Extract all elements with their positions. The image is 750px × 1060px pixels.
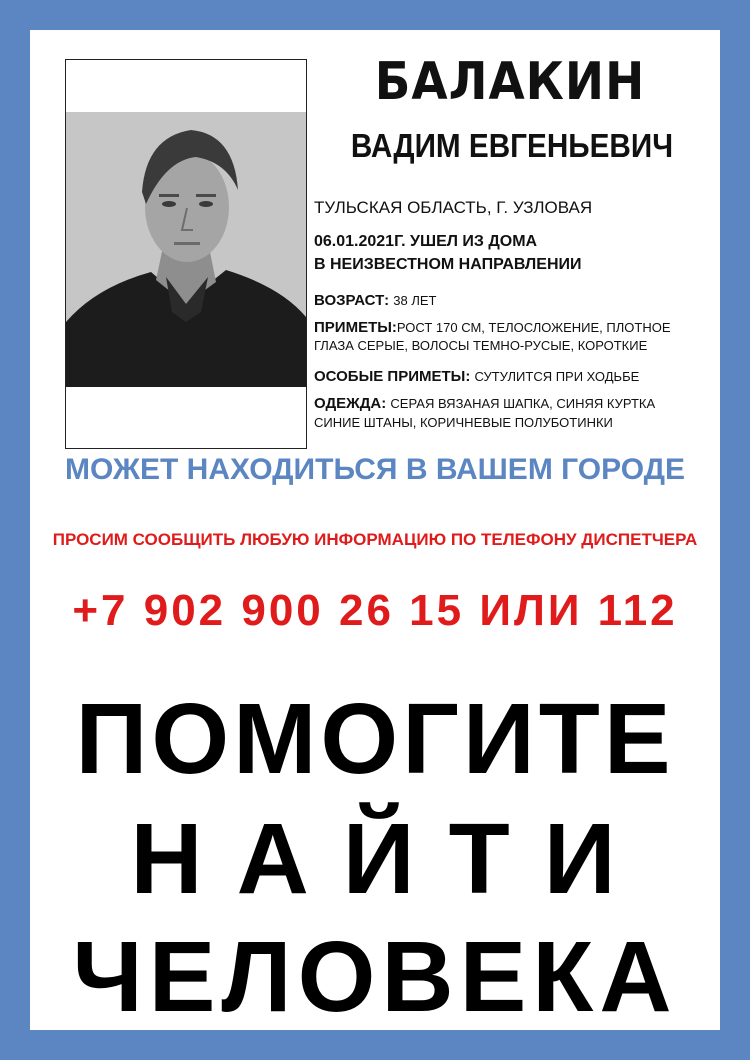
special-signs-label: ОСОБЫЕ ПРИМЕТЫ: [314,368,471,385]
region-text: ТУЛЬСКАЯ ОБЛАСТЬ, Г. УЗЛОВАЯ [314,198,593,217]
clothes-row [314,394,709,432]
clothes-label: ОДЕЖДА: [314,395,387,412]
may-be-in-city-banner: МОЖЕТ НАХОДИТЬСЯ В ВАШЕМ ГОРОДЕ [64,453,686,486]
disappearance-line-1: 06.01.2021Г. УШЕЛ ИЗ ДОМА [314,233,538,250]
missing-person-poster [30,30,720,1033]
age-label: ВОЗРАСТ: [314,292,390,309]
special-signs-row [314,368,709,385]
clothes-line-1: СЕРАЯ ВЯЗАНАЯ ШАПКА, СИНЯЯ КУРТКА [390,396,656,411]
disappearance-info [314,230,709,276]
signs-line-1: РОСТ 170 СМ, ТЕЛОСЛОЖЕНИЕ, ПЛОТНОЕ [396,320,671,335]
contact-phone: +7 902 900 26 15 ИЛИ 112 [72,586,678,635]
clothes-line-2: СИНИЕ ШТАНЫ, КОРИЧНЕВЫЕ ПОЛУБОТИНКИ [314,415,613,430]
headline-person: ЧЕЛОВЕКА [72,921,678,1033]
age-value: 38 ЛЕТ [393,293,437,308]
signs-row [314,319,709,355]
info-request-text: ПРОСИМ СООБЩИТЬ ЛЮБУЮ ИНФОРМАЦИЮ ПО ТЕЛЕФОНУ ДИСПЕТЧЕРА [52,530,698,549]
age-row [314,292,709,309]
photo-frame [65,59,307,449]
signs-line-2: ГЛАЗА СЕРЫЕ, ВОЛОСЫ ТЕМНО-РУСЫЕ, КОРОТКИЕ [314,338,648,353]
headline-help: ПОМОГИТЕ [75,683,675,795]
headline-find: НАЙТИ [130,803,650,915]
special-signs-value: СУТУЛИТСЯ ПРИ ХОДЬБЕ [474,369,640,384]
person-surname: БАЛАКИН [374,52,646,112]
disappearance-line-2: В НЕИЗВЕСТНОМ НАПРАВЛЕНИИ [314,256,582,273]
portrait-photo [66,112,306,387]
signs-label: ПРИМЕТЫ: [314,319,397,336]
person-given-names: ВАДИМ ЕВГЕНЬЕВИЧ [350,127,674,164]
